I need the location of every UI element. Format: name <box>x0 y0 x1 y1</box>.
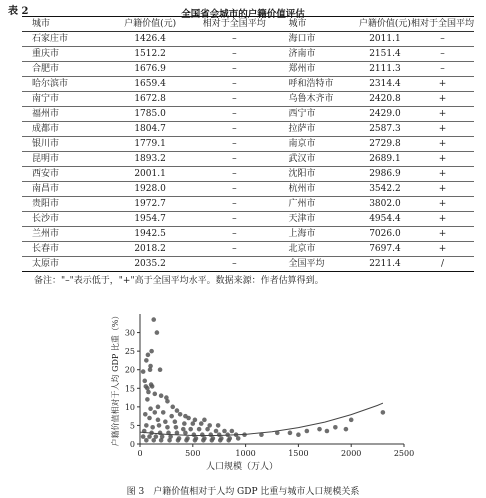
comparison-cell: – <box>190 77 278 92</box>
table-row <box>22 197 474 212</box>
value-cell: 3802.0 <box>359 197 411 212</box>
data-point <box>197 427 202 432</box>
data-point <box>216 423 221 428</box>
data-point <box>142 379 147 384</box>
data-point <box>333 425 338 430</box>
value-cell: 2035.2 <box>110 257 190 272</box>
value-cell: 1942.5 <box>110 227 190 242</box>
comparison-cell: + <box>411 182 474 197</box>
data-point <box>167 438 172 443</box>
value-cell: 2001.1 <box>110 167 190 182</box>
city-cell: 杭州市 <box>279 182 359 197</box>
comparison-cell: + <box>411 212 474 227</box>
data-point <box>150 384 155 389</box>
value-cell: 1676.9 <box>110 62 190 77</box>
table-label: 表 2 <box>8 6 29 17</box>
data-point <box>165 399 170 404</box>
table-row <box>22 62 474 77</box>
data-point <box>218 438 223 443</box>
column-header: 相对于全国平均 <box>190 17 278 32</box>
city-cell: 南宁市 <box>22 92 110 107</box>
data-point <box>349 418 354 423</box>
data-point <box>152 410 157 415</box>
comparison-cell: – <box>190 257 278 272</box>
data-point <box>143 412 148 417</box>
city-cell: 天津市 <box>279 212 359 227</box>
comparison-cell: – <box>190 32 278 47</box>
column-header: 城市 <box>279 17 359 32</box>
data-point <box>222 429 227 434</box>
comparison-cell: – <box>190 137 278 152</box>
data-point <box>214 429 219 434</box>
data-point <box>188 427 193 432</box>
data-point <box>148 364 153 369</box>
data-point <box>144 358 149 363</box>
data-point <box>152 392 157 397</box>
value-cell: 1512.2 <box>110 47 190 62</box>
value-cell: 1928.0 <box>110 182 190 197</box>
comparison-cell: – <box>190 107 278 122</box>
city-cell: 长春市 <box>22 242 110 257</box>
y-tick-label: 5 <box>129 421 135 431</box>
column-header: 城市 <box>22 17 110 32</box>
comparison-cell: – <box>190 182 278 197</box>
data-point <box>157 423 162 428</box>
table-row <box>22 182 474 197</box>
city-cell: 全国平均 <box>279 257 359 272</box>
table-row <box>22 77 474 92</box>
table-row <box>22 122 474 137</box>
comparison-cell: – <box>190 152 278 167</box>
x-tick-label: 1000 <box>235 449 256 458</box>
value-cell: 2314.4 <box>359 77 411 92</box>
city-cell: 福州市 <box>22 107 110 122</box>
data-point <box>144 423 149 428</box>
city-cell: 沈阳市 <box>279 167 359 182</box>
data-point <box>210 438 215 443</box>
data-point <box>344 427 349 432</box>
city-cell: 石家庄市 <box>22 32 110 47</box>
value-cell: 1659.4 <box>110 77 190 92</box>
comparison-cell: – <box>411 47 474 62</box>
comparison-cell: + <box>411 242 474 257</box>
table-row <box>22 107 474 122</box>
value-cell: 2729.8 <box>359 137 411 152</box>
data-point <box>230 429 235 434</box>
data-point <box>141 434 146 439</box>
data-point <box>169 414 174 419</box>
data-point <box>170 405 175 410</box>
city-cell: 南昌市 <box>22 182 110 197</box>
table-row <box>22 32 474 47</box>
city-cell: 武汉市 <box>279 152 359 167</box>
comparison-cell: + <box>411 92 474 107</box>
city-cell: 呼和浩特市 <box>279 77 359 92</box>
data-point <box>296 432 301 437</box>
data-point <box>146 390 151 395</box>
table-title: 全国省会城市的户籍价值评估 <box>181 9 305 20</box>
data-point <box>156 418 161 423</box>
city-cell: 济南市 <box>279 47 359 62</box>
comparison-cell: – <box>190 92 278 107</box>
data-point <box>151 438 156 443</box>
city-cell: 长沙市 <box>22 212 110 227</box>
city-cell: 广州市 <box>279 197 359 212</box>
header-row <box>22 17 474 32</box>
data-point <box>174 425 179 430</box>
data-point <box>141 369 146 374</box>
city-cell: 哈尔滨市 <box>22 77 110 92</box>
value-cell: 1972.7 <box>110 197 190 212</box>
comparison-cell: – <box>190 227 278 242</box>
data-point <box>144 438 149 443</box>
data-point <box>288 431 293 436</box>
value-cell: 1804.7 <box>110 122 190 137</box>
data-point <box>155 330 160 335</box>
comparison-cell: + <box>411 107 474 122</box>
y-tick-label: 0 <box>129 440 135 449</box>
table-row <box>22 242 474 257</box>
data-point <box>184 438 189 443</box>
data-point <box>156 405 161 410</box>
comparison-cell: – <box>190 242 278 257</box>
data-point <box>145 397 150 402</box>
city-cell: 贵阳市 <box>22 197 110 212</box>
x-tick-label: 0 <box>137 449 143 458</box>
comparison-cell: – <box>190 47 278 62</box>
comparison-cell: + <box>411 167 474 182</box>
city-cell: 西宁市 <box>279 107 359 122</box>
data-point <box>191 421 196 426</box>
data-point <box>147 416 152 421</box>
city-cell: 银川市 <box>22 137 110 152</box>
y-axis-label: 户籍价值相对于人均 GDP 比重（%） <box>111 311 120 447</box>
table-note: 备注："–"表示低于，"+"高于全国平均水平。数据来源：作者估算得到。 <box>34 276 324 286</box>
comparison-cell: + <box>411 137 474 152</box>
value-cell: 2689.1 <box>359 152 411 167</box>
city-cell: 昆明市 <box>22 152 110 167</box>
table-row <box>22 167 474 182</box>
comparison-cell: – <box>190 167 278 182</box>
value-cell: 1672.8 <box>110 92 190 107</box>
data-point <box>159 393 164 398</box>
x-tick-label: 1500 <box>288 449 309 458</box>
table-row <box>22 227 474 242</box>
comparison-cell: – <box>411 32 474 47</box>
data-point <box>226 438 231 443</box>
value-cell: 1779.1 <box>110 137 190 152</box>
value-cell: 2420.8 <box>359 92 411 107</box>
data-point <box>175 408 180 413</box>
comparison-cell: – <box>190 197 278 212</box>
comparison-cell: + <box>411 227 474 242</box>
data-point <box>183 431 188 436</box>
city-cell: 北京市 <box>279 242 359 257</box>
y-tick-label: 15 <box>124 384 135 394</box>
comparison-cell: + <box>411 122 474 137</box>
y-tick-label: 30 <box>124 328 135 338</box>
y-tick-label: 20 <box>124 365 135 375</box>
value-cell: 1426.4 <box>110 32 190 47</box>
column-header: 相对于全国平均 <box>411 17 474 32</box>
column-header: 户籍价值(元) <box>110 17 190 32</box>
comparison-cell: / <box>411 257 474 272</box>
x-tick-label: 500 <box>185 449 201 458</box>
data-point <box>193 438 198 443</box>
city-cell: 兰州市 <box>22 227 110 242</box>
table-header <box>22 17 474 32</box>
value-cell: 7026.0 <box>359 227 411 242</box>
data-point <box>236 436 241 441</box>
value-cell: 2018.2 <box>110 242 190 257</box>
table-row <box>22 212 474 227</box>
value-cell: 7697.4 <box>359 242 411 257</box>
value-cell: 3542.2 <box>359 182 411 197</box>
value-cell: 2211.4 <box>359 257 411 272</box>
data-point <box>147 434 152 439</box>
comparison-cell: – <box>411 62 474 77</box>
data-point <box>381 410 386 415</box>
city-cell: 成都市 <box>22 122 110 137</box>
comparison-cell: + <box>411 197 474 212</box>
data-point <box>325 429 330 434</box>
value-cell: 1954.7 <box>110 212 190 227</box>
data-point <box>161 410 166 415</box>
data-point <box>317 427 322 432</box>
value-cell: 2587.3 <box>359 122 411 137</box>
data-point <box>201 438 206 443</box>
data-point <box>173 419 178 424</box>
city-cell: 乌鲁木齐市 <box>279 92 359 107</box>
data-point <box>151 317 156 322</box>
y-tick-label: 25 <box>124 347 135 357</box>
y-tick-label: 10 <box>124 402 135 412</box>
comparison-cell: + <box>411 77 474 92</box>
value-cell: 2011.1 <box>359 32 411 47</box>
table-row <box>22 92 474 107</box>
city-cell: 海口市 <box>279 32 359 47</box>
city-cell: 西安市 <box>22 167 110 182</box>
data-point <box>146 353 151 358</box>
comparison-cell: – <box>190 62 278 77</box>
city-cell: 拉萨市 <box>279 122 359 137</box>
table-row <box>22 257 474 272</box>
data-point <box>178 412 183 417</box>
data-point <box>150 425 155 430</box>
city-cell: 上海市 <box>279 227 359 242</box>
value-cell: 2429.0 <box>359 107 411 122</box>
city-cell: 郑州市 <box>279 62 359 77</box>
data-point <box>148 406 153 411</box>
data-point <box>158 367 163 372</box>
data-point <box>202 418 207 423</box>
column-header: 户籍价值(元) <box>359 17 411 32</box>
data-point <box>186 416 191 421</box>
table-row <box>22 137 474 152</box>
city-cell: 南京市 <box>279 137 359 152</box>
value-cell: 2151.4 <box>359 47 411 62</box>
table-row <box>22 47 474 62</box>
comparison-cell: – <box>190 122 278 137</box>
data-point <box>182 421 187 426</box>
plot-area <box>110 312 414 472</box>
data-point <box>159 438 164 443</box>
x-tick-label: 2500 <box>393 449 415 458</box>
x-axis-label: 人口规模（万人） <box>205 462 279 472</box>
data-point <box>163 419 168 424</box>
value-cell: 1893.2 <box>110 152 190 167</box>
data-point <box>199 421 204 426</box>
x-tick-label: 2000 <box>341 449 362 458</box>
comparison-cell: – <box>190 212 278 227</box>
figure-caption: 图 3 户籍价值相对于人均 GDP 比重与城市人口规模关系 <box>126 487 360 497</box>
data-point <box>205 427 210 432</box>
data-point <box>149 349 154 354</box>
value-cell: 1785.0 <box>110 107 190 122</box>
value-cell: 4954.4 <box>359 212 411 227</box>
value-cell: 2986.9 <box>359 167 411 182</box>
city-household-value-table <box>22 16 474 272</box>
table-body <box>22 32 474 272</box>
scatter-chart <box>0 300 486 484</box>
data-point <box>176 438 181 443</box>
city-cell: 太原市 <box>22 257 110 272</box>
comparison-cell: + <box>411 152 474 167</box>
data-point <box>165 425 170 430</box>
table-row <box>22 152 474 167</box>
city-cell: 重庆市 <box>22 47 110 62</box>
data-point <box>305 429 310 434</box>
city-cell: 合肥市 <box>22 62 110 77</box>
value-cell: 2111.3 <box>359 62 411 77</box>
